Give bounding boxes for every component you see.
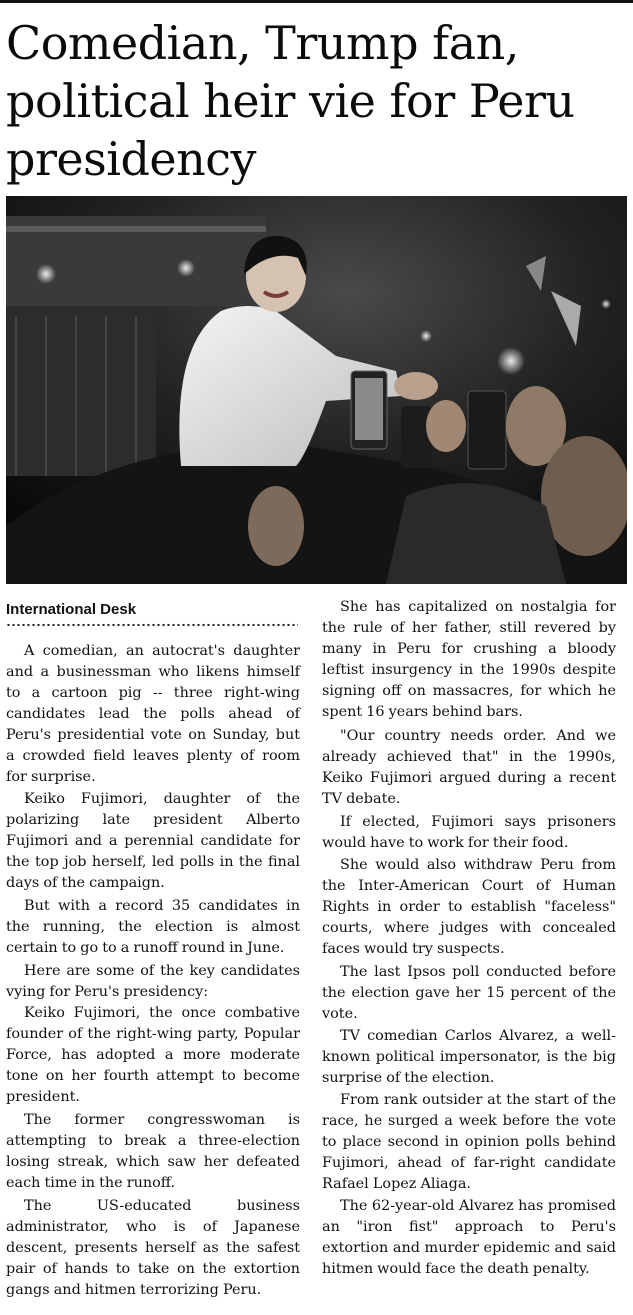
paragraph: Keiko Fujimori, the once combative founder of the right-wing party, Popular Force, has adopted a more moderate tone on her fourth attempt to become president. — [6, 1005, 300, 1105]
byline: International Desk — [6, 601, 137, 618]
paragraph: She would also withdraw Peru from the Inter-American Court of Human Rights in order to establish "faceless" courts, where judges with concealed faces would try suspects. — [322, 857, 616, 957]
top-rule — [0, 0, 633, 3]
headline: Comedian, Trump fan, political heir vie for Peru presidency — [6, 16, 575, 186]
paragraph: Here are some of the key candidates vying for Peru's presidency: — [6, 963, 300, 1000]
paragraph: The US-educated business administrator, who is of Japanese descent, presents herself as the safest pair of hands to take on the extortion gangs and hitmen terrorizing Peru. — [6, 1198, 300, 1298]
paragraph: The former congresswoman is attempting to break a three-election losing streak, which saw her defeated each time in the runoff. — [6, 1112, 300, 1191]
paragraph: TV comedian Carlos Alvarez, a well-known political impersonator, is the big surprise of the election. — [322, 1028, 616, 1086]
paragraph: A comedian, an autocrat's daughter and a businessman who likens himself to a cartoon pig -- three right-wing candidates lead the polls ahead of Peru's presidential vote on Sunday, but a crowded field leaves plenty of room for surprise. — [6, 643, 300, 785]
paragraph: She has capitalized on nostalgia for the rule of her father, still revered by many in Peru for crushing a bloody leftist insurgency in the 1990s despite signing off on massacres, for which he spent 16 years behind bars. — [322, 599, 616, 720]
paragraph: From rank outsider at the start of the race, he surged a week before the vote to place second in opinion polls behind Fujimori, ahead of far-right candidate Rafael Lopez Aliaga. — [322, 1092, 616, 1192]
paragraph: Keiko Fujimori, daughter of the polarizing late president Alberto Fujimori and a perennial candidate for the top job herself, led polls in the final days of the campaign. — [6, 791, 300, 891]
paragraph: "Our country needs order. And we already achieved that" in the 1990s, Keiko Fujimori argued during a recent TV debate. — [322, 728, 616, 807]
news-photo — [6, 196, 627, 584]
dotted-divider — [6, 623, 298, 627]
paragraph: If elected, Fujimori says prisoners would have to work for their food. — [322, 814, 616, 851]
paragraph: But with a record 35 candidates in the running, the election is almost certain to go to a runoff round in June. — [6, 898, 300, 956]
paragraph: The 62-year-old Alvarez has promised an "iron fist" approach to Peru's extortion and murder epidemic and said hitmen would face the death penalty. — [322, 1198, 616, 1277]
paragraph: The last Ipsos poll conducted before the election gave her 15 percent of the vote. — [322, 964, 616, 1022]
